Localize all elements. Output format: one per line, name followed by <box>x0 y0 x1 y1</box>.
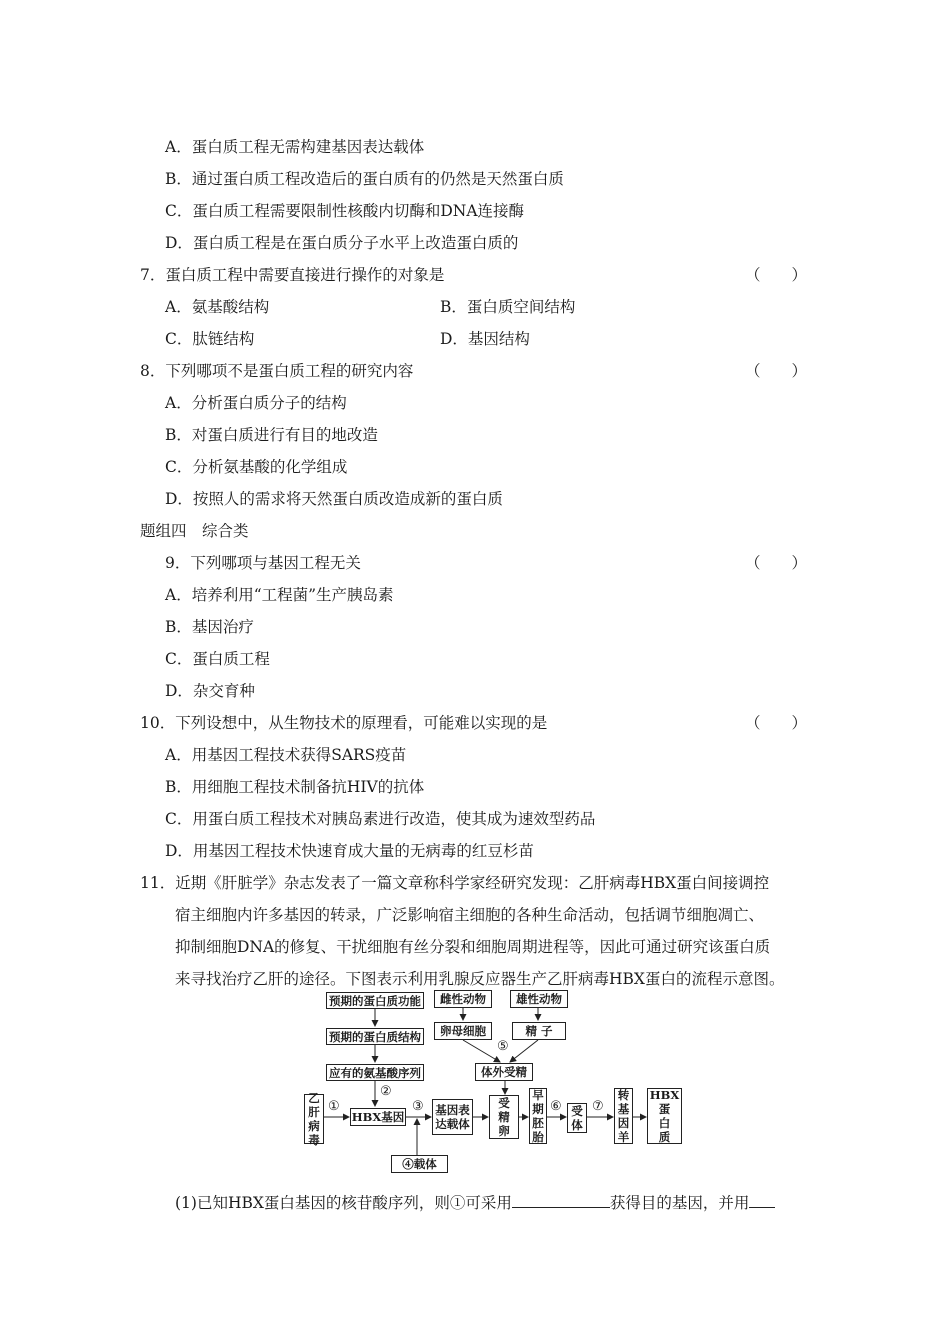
sheep-char-4: 羊 <box>617 1130 630 1144</box>
recipient-box <box>567 1103 587 1133</box>
sheep-char-3: 因 <box>617 1116 630 1130</box>
q9-option-d: D．杂交育种 <box>165 682 255 700</box>
q8-option-c: C．分析氨基酸的化学组成 <box>165 458 348 476</box>
q8-answer-paren: （ ） <box>745 362 808 380</box>
q10-option-a: A．用基因工程技术获得SARS疫苗 <box>165 746 407 764</box>
q10-answer-paren: （ ） <box>745 714 808 732</box>
hbv-char-4: 毒 <box>308 1133 320 1147</box>
q7-stem: 7．蛋白质工程中需要直接进行操作的对象是 <box>140 266 445 284</box>
embryo-char-2: 期 <box>532 1102 544 1116</box>
fertilized-egg-box <box>489 1095 519 1139</box>
male-animal-box: 雄性动物 <box>510 990 568 1008</box>
q11-sub1-text-a: (1)已知HBX蛋白基因的核苷酸序列，则①可采用 <box>175 1194 512 1212</box>
q6-option-c: C．蛋白质工程需要限制性核酸内切酶和DNA连接酶 <box>165 202 525 220</box>
q8-option-d: D．按照人的需求将天然蛋白质改造成新的蛋白质 <box>165 490 503 508</box>
expected-protein-function-box: 预期的蛋白质功能 <box>326 992 424 1009</box>
sheep-char-1: 转 <box>617 1088 630 1102</box>
expression-vector-line-1: 基因表 <box>435 1103 470 1117</box>
hbx-production-flow-diagram <box>300 986 700 1178</box>
q9-option-b: B．基因治疗 <box>165 618 254 636</box>
expression-vector-line-2: 达载体 <box>435 1117 470 1131</box>
sheep-char-2: 基 <box>617 1102 630 1116</box>
recipient-char-2: 体 <box>571 1118 583 1132</box>
hbv-char-3: 病 <box>308 1119 320 1133</box>
q7-option-c: C．肽链结构 <box>165 330 255 348</box>
sperm-box: 精 子 <box>512 1022 566 1040</box>
q11-line-1: 11．近期《肝脏学》杂志发表了一篇文章称科学家经研究发现：乙肝病毒HBX蛋白间接调控 <box>140 874 770 892</box>
q11-line-3: 抑制细胞DNA的修复、干扰细胞有丝分裂和细胞周期进程等，因此可通过研究该蛋白质 <box>175 938 771 956</box>
hbx-protein-line-4: 质 <box>658 1130 671 1144</box>
q7-option-b: B．蛋白质空间结构 <box>440 298 576 316</box>
hepatitis-b-virus-box <box>304 1091 324 1147</box>
q7-option-d: D．基因结构 <box>440 330 530 348</box>
zygote-char-3: 卵 <box>498 1124 510 1138</box>
flow-arrows <box>300 986 700 1178</box>
early-embryo-box <box>529 1088 547 1144</box>
embryo-char-1: 早 <box>532 1088 544 1102</box>
gene-expression-vector-box <box>432 1099 473 1135</box>
step-6-label: ⑥ <box>550 1099 562 1114</box>
q10-stem: 10．下列设想中，从生物技术的原理看，可能难以实现的是 <box>140 714 548 732</box>
hbx-protein-line-1: HBX <box>649 1088 680 1102</box>
q8-option-b: B．对蛋白质进行有目的地改造 <box>165 426 378 444</box>
oocyte-box: 卵母细胞 <box>434 1022 492 1040</box>
expected-protein-structure-box: 预期的蛋白质结构 <box>326 1028 424 1045</box>
female-animal-box: 雌性动物 <box>434 990 492 1008</box>
step-2-label: ② <box>380 1084 392 1099</box>
embryo-char-3: 胚 <box>532 1116 544 1130</box>
embryo-char-4: 胎 <box>532 1130 544 1144</box>
hbx-protein-box <box>647 1088 682 1144</box>
q8-option-a: A．分析蛋白质分子的结构 <box>165 394 347 412</box>
zygote-char-2: 精 <box>498 1110 510 1124</box>
recipient-char-1: 受 <box>571 1104 583 1118</box>
q6-option-b: B．通过蛋白质工程改造后的蛋白质有的仍然是天然蛋白质 <box>165 170 564 188</box>
q10-option-d: D．用基因工程技术快速育成大量的无病毒的红豆杉苗 <box>165 842 534 860</box>
step-5-label: ⑤ <box>497 1039 509 1054</box>
hbv-char-2: 肝 <box>308 1105 320 1119</box>
q6-option-d: D．蛋白质工程是在蛋白质分子水平上改造蛋白质的 <box>165 234 519 252</box>
hbv-char-1: 乙 <box>308 1091 320 1105</box>
hbx-gene-box: HBX基因 <box>351 1110 405 1124</box>
q7-option-a: A．氨基酸结构 <box>165 298 270 316</box>
vector-box: ④载体 <box>391 1155 448 1173</box>
group-heading: 题组四 综合类 <box>140 522 249 540</box>
q11-line-4: 来寻找治疗乙肝的途径。下图表示利用乳腺反应器生产乙肝病毒HBX蛋白的流程示意图。 <box>175 970 785 988</box>
hbx-protein-line-2: 蛋 <box>658 1102 671 1116</box>
hbx-protein-line-3: 白 <box>658 1116 671 1130</box>
step-3-label: ③ <box>412 1099 424 1114</box>
amino-acid-sequence-box: 应有的氨基酸序列 <box>326 1064 424 1081</box>
answer-blank-2[interactable] <box>749 1193 775 1208</box>
answer-blank-1[interactable] <box>512 1193 610 1208</box>
q11-line-2: 宿主细胞内许多基因的转录，广泛影响宿主细胞的各种生命活动，包括调节细胞凋亡、 <box>175 906 765 924</box>
q11-sub1-text-b: 获得目的基因，并用 <box>609 1194 750 1212</box>
transgenic-sheep-box <box>614 1088 633 1144</box>
step-1-label: ① <box>328 1099 340 1114</box>
q10-option-c: C．用蛋白质工程技术对胰岛素进行改造，使其成为速效型药品 <box>165 810 596 828</box>
q11-sub1 <box>175 1192 775 1214</box>
zygote-char-1: 受 <box>498 1096 510 1110</box>
q6-option-a: A．蛋白质工程无需构建基因表达载体 <box>165 138 425 156</box>
q7-answer-paren: （ ） <box>745 266 808 284</box>
q9-option-c: C．蛋白质工程 <box>165 650 270 668</box>
q10-option-b: B．用细胞工程技术制备抗HIV的抗体 <box>165 778 425 796</box>
q9-stem: 9．下列哪项与基因工程无关 <box>165 554 361 572</box>
in-vitro-fertilization-box: 体外受精 <box>475 1063 533 1081</box>
q8-stem: 8．下列哪项不是蛋白质工程的研究内容 <box>140 362 414 380</box>
q9-answer-paren: （ ） <box>745 554 808 572</box>
q9-option-a: A．培养利用“工程菌”生产胰岛素 <box>165 586 394 604</box>
step-7-label: ⑦ <box>592 1099 604 1114</box>
